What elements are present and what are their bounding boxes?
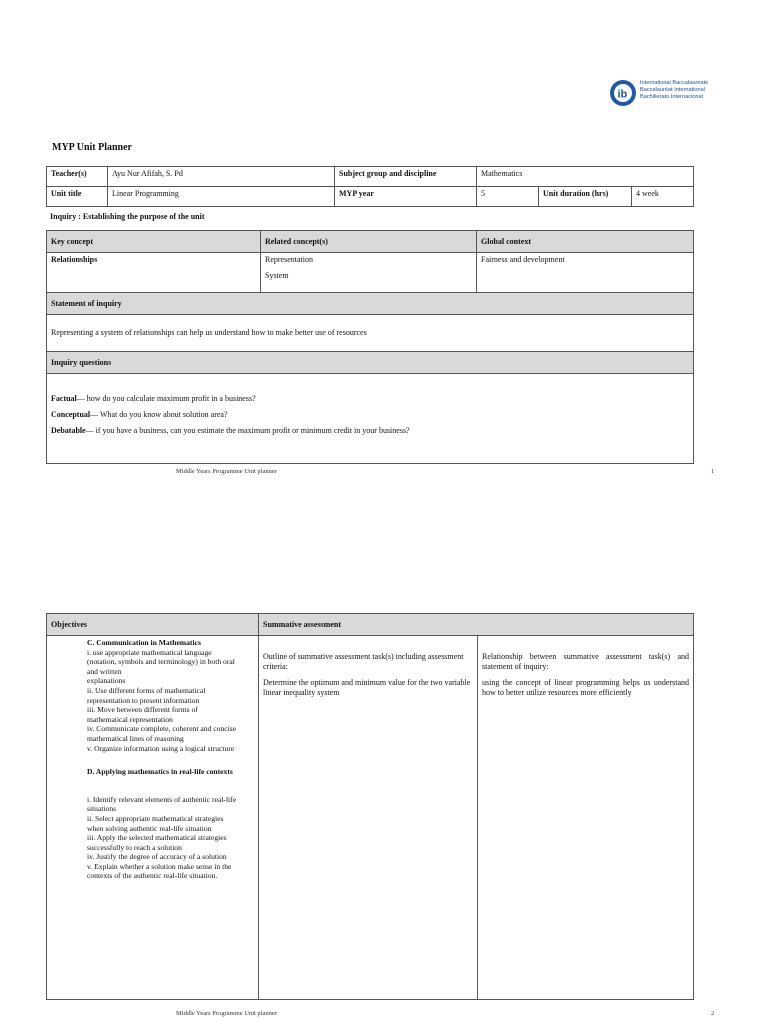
related-concepts-header: Related concept(s) <box>261 231 477 253</box>
criterion-c-item: i. use appropriate mathematical language (notation, symbols and terminology) in both oral and written <box>87 647 235 676</box>
ib-logo-text <box>640 80 708 102</box>
criterion-c-item: v. Organize information using a logical structure <box>87 743 235 753</box>
debatable-question <box>51 426 689 436</box>
objectives-cell <box>47 636 259 1000</box>
debatable-text: — if you have a business, can you estimate the maximum profit or minimum credit in your business? <box>85 426 410 435</box>
relationship-cell <box>478 636 694 1000</box>
logo-line-1: International Baccalaureate <box>640 80 709 86</box>
criterion-d-title: D. Applying mathematics in real-life contexts <box>87 767 233 777</box>
factual-text: — how do you calculate maximum profit in a business? <box>76 394 256 403</box>
criterion-c-title: C. Communication in Mathematics <box>87 638 201 647</box>
assessment-table <box>46 613 694 1000</box>
conceptual-question <box>51 410 689 420</box>
relationship-label: Relationship between summative assessment task(s) and statement of inquiry: <box>482 652 689 671</box>
criterion-c-item: iii. Move between different forms of mathematical representation <box>87 705 198 724</box>
duration-value: 4 week <box>632 187 694 207</box>
ib-logo <box>608 78 718 110</box>
criterion-d-item: ii. Select appropriate mathematical strategies when solving authentic real-life situation <box>87 813 224 833</box>
logo-line-2: Baccalauréat International <box>640 87 705 94</box>
key-concept-value: Relationships <box>47 253 261 293</box>
relationship-text: using the concept of linear programming helps us understand how to better utilize resources more efficiently <box>482 678 689 697</box>
debatable-label: Debatable <box>51 426 86 435</box>
factual-question <box>51 394 689 404</box>
related-concept-1: Representation <box>265 255 313 264</box>
footer-page-2: Middle Years Programme Unit planner <box>176 1010 277 1017</box>
inquiry-section-label: Inquiry : Establishing the purpose of the unit <box>50 212 205 221</box>
unit-title-label: Unit title <box>47 187 108 207</box>
criterion-d-item: iv. Justify the degree of accuracy of a solution <box>87 852 227 862</box>
svg-text:ib: ib <box>617 88 628 101</box>
inquiry-table <box>46 230 694 464</box>
questions-header: Inquiry questions <box>47 352 694 374</box>
statement-text: Representing a system of relationships can help us understand how to make better use of resources <box>47 315 694 352</box>
outline-label: Outline of summative assessment task(s) including assessment criteria: <box>263 652 464 671</box>
outline-cell <box>259 636 478 1000</box>
footer-page-1: Middle Years Programme Unit planner <box>176 468 277 475</box>
page-number-2: 2 <box>711 1010 715 1017</box>
criterion-d-item: v. Explain whether a solution make sense in the contexts of the authentic real-life situation. <box>87 861 232 881</box>
factual-label: Factual <box>51 394 77 403</box>
criterion-d-list <box>87 795 238 881</box>
global-context-header: Global context <box>477 231 694 253</box>
criterion-c-item: ii. Use different forms of mathematical representation to present information <box>87 685 206 705</box>
duration-label: Unit duration (hrs) <box>539 187 632 207</box>
myp-year-value: 5 <box>477 187 539 207</box>
questions-cell <box>47 374 694 464</box>
criterion-c-item: iv. Communicate complete, coherent and concise mathematical lines of reasoning <box>87 724 237 743</box>
objectives-header: Objectives <box>47 614 259 636</box>
criterion-d-item: iii. Apply the selected mathematical strategies successfully to reach a solution <box>87 833 227 852</box>
subject-label: Subject group and discipline <box>335 167 477 187</box>
conceptual-text: — What do you know about solution area? <box>90 410 228 419</box>
logo-line-3: Bachillerato Internacional <box>640 94 703 101</box>
related-concepts-cell <box>261 253 477 293</box>
myp-year-label: MYP year <box>335 187 477 207</box>
statement-header: Statement of inquiry <box>47 293 694 315</box>
criterion-d-item: i. Identify relevant elements of authentic real-life situations <box>87 794 237 814</box>
teacher-value: Ayu Nur Afifah, S. Pd <box>108 167 335 187</box>
outline-text: Determine the optimum and minimum value for the two variable linear inequality system <box>263 678 471 697</box>
criterion-c-item: explanations <box>87 676 126 686</box>
summative-header: Summative assessment <box>259 614 694 636</box>
subject-value: Mathematics <box>477 167 694 187</box>
key-concept-header: Key concept <box>47 231 261 253</box>
page-number-1: 1 <box>711 468 715 475</box>
related-concept-2: System <box>265 271 289 280</box>
unit-title-value: Linear Programming <box>108 187 335 207</box>
teacher-label: Teacher(s) <box>47 167 108 187</box>
ib-logo-icon <box>608 78 638 108</box>
criterion-c-list <box>87 648 238 754</box>
unit-header-table <box>46 166 694 207</box>
page-title: MYP Unit Planner <box>52 142 132 153</box>
global-context-value: Fairness and development <box>477 253 694 293</box>
conceptual-label: Conceptual <box>51 410 91 419</box>
